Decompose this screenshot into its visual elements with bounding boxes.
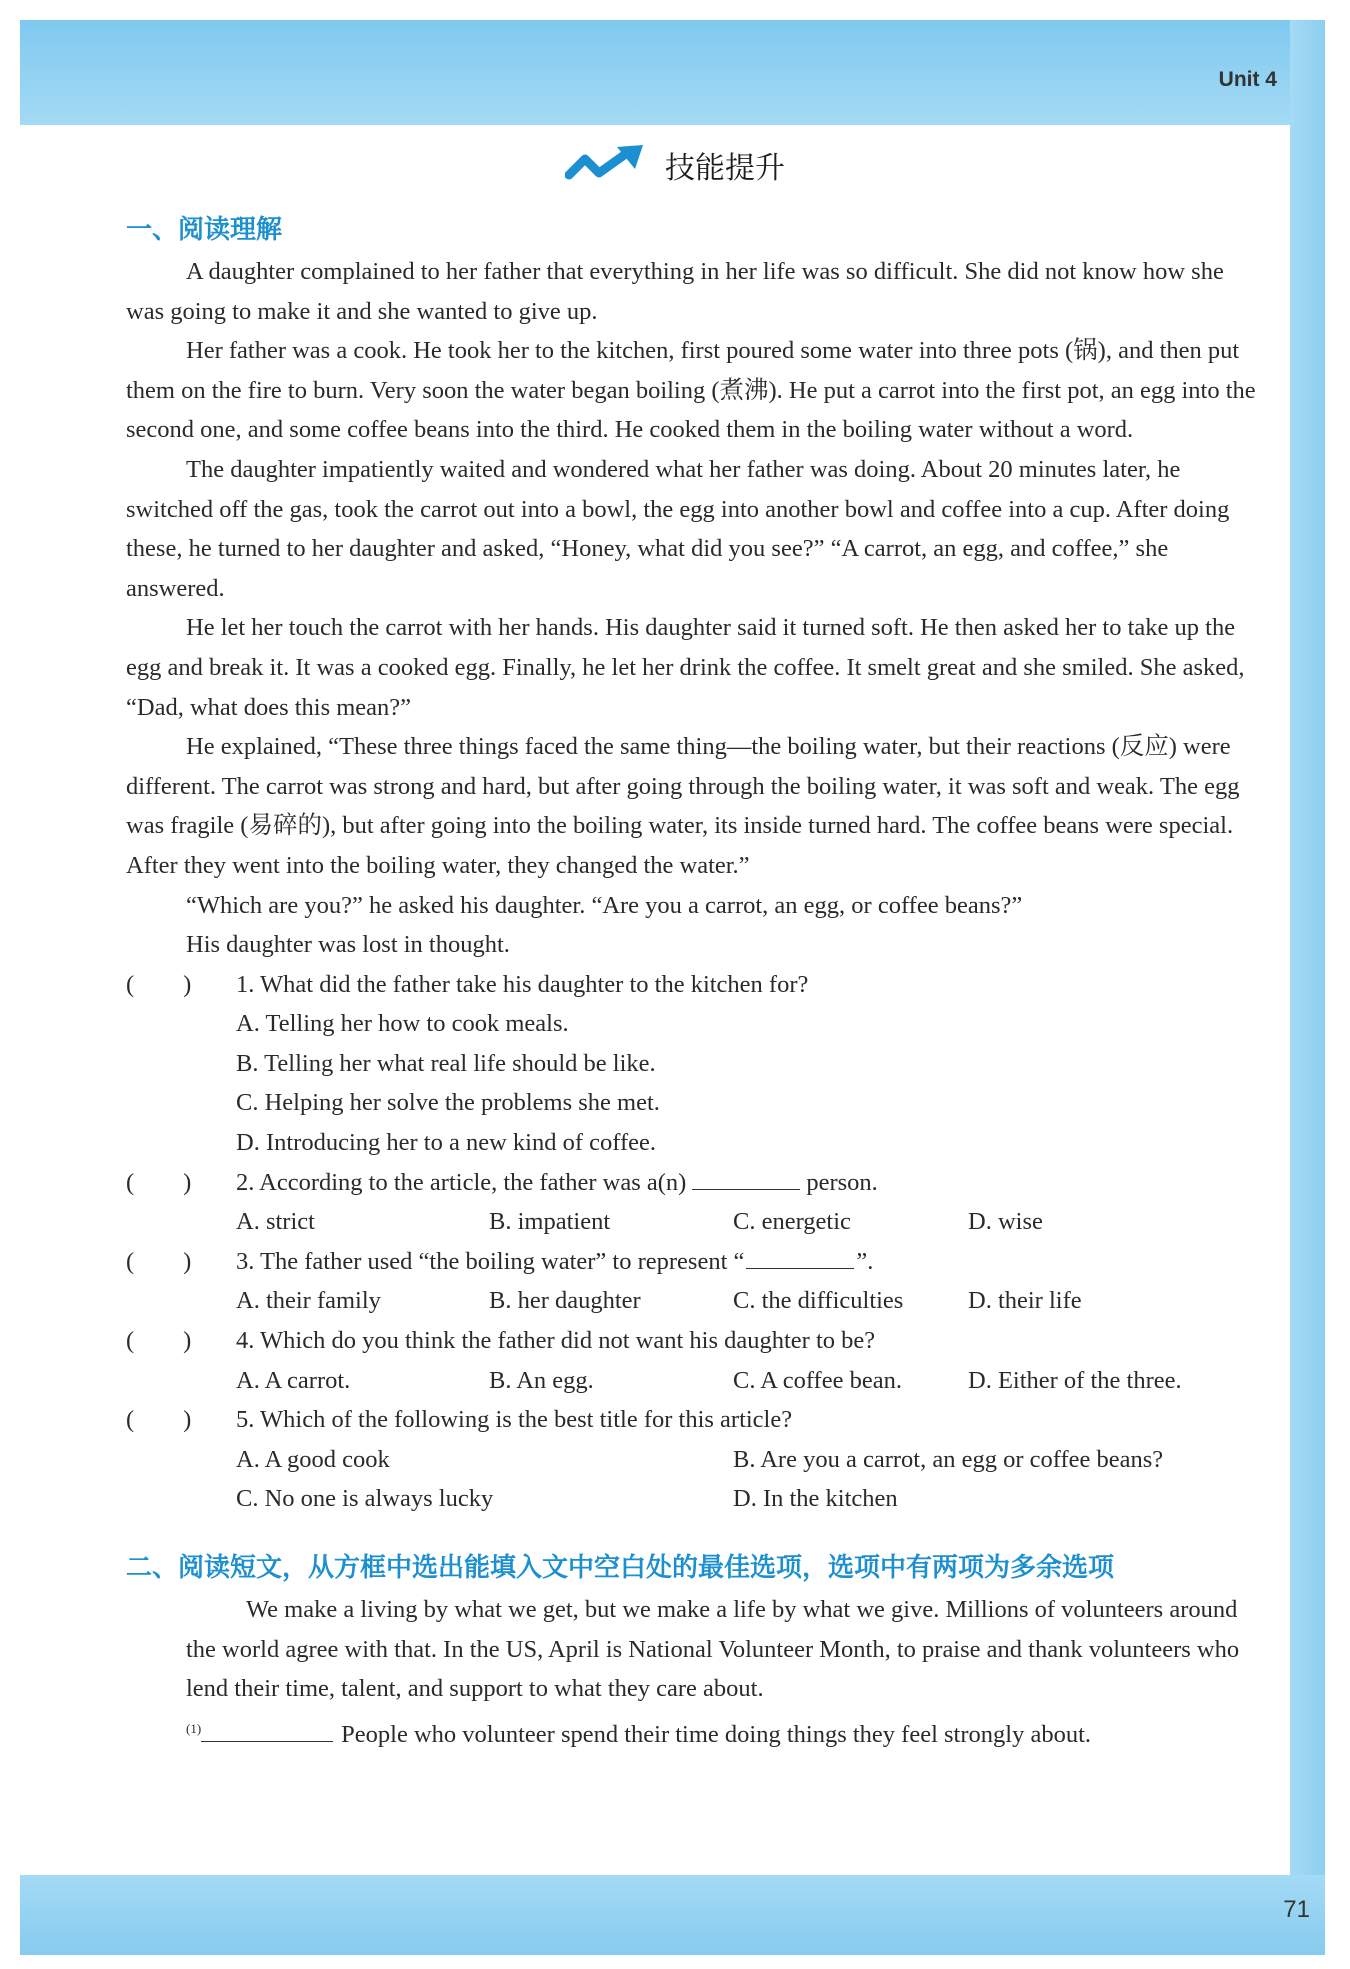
q2-option-c: C. energetic	[733, 1208, 851, 1236]
question-2-stem-end: person.	[806, 1168, 878, 1196]
blank-number: (1)	[186, 1720, 202, 1736]
banner-title: 技能提升	[665, 151, 785, 186]
passage-paragraph: Her father was a cook. He took her to the kitchen, first poured some water into three pots (锅), and then put them on the fire to burn. Very soon the water began boiling (煮沸). He put a carrot into the first pot, an egg into the second one, and some coffee beans into the third. He cooked them in the boiling water without a word.	[126, 337, 1256, 444]
q1-option-b: B. Telling her what real life should be like.	[236, 1049, 656, 1077]
unit-label: Unit 4	[1218, 68, 1277, 91]
q5-option-a: A. A good cook	[236, 1445, 390, 1473]
worksheet-content	[126, 208, 1261, 1755]
q5-option-b: B. Are you a carrot, an egg or coffee beans?	[733, 1445, 1164, 1473]
trend-arrow-icon	[565, 145, 647, 185]
question-3-stem-start: 3. The father used “the boiling water” to represent “	[236, 1247, 745, 1275]
question-2-stem-start: 2. According to the article, the father was a(n)	[236, 1168, 687, 1196]
cloze-line-1	[186, 1709, 1261, 1755]
reading-passage	[126, 252, 1261, 965]
question-4	[126, 1321, 1261, 1361]
cloze-passage	[126, 1590, 1261, 1755]
cloze-blank-1[interactable]	[201, 1717, 333, 1742]
question-5-stem: 5. Which of the following is the best title for this article?	[236, 1406, 793, 1434]
answer-blank[interactable]	[692, 1165, 800, 1190]
passage-paragraph: “Which are you?” he asked his daughter. “Are you a carrot, an egg, or coffee beans?”	[186, 891, 1023, 919]
section1-heading: 一、阅读理解	[126, 215, 283, 245]
q1-option-d: D. Introducing her to a new kind of coffee.	[236, 1129, 656, 1157]
answer-paren-2[interactable]: ( )	[126, 1168, 192, 1196]
passage-paragraph: A daughter complained to her father that everything in her life was so difficult. She did not know how she was going to make it and she wanted to give up.	[126, 258, 1224, 325]
question-1	[126, 965, 1261, 1005]
answer-paren-4[interactable]: ( )	[126, 1327, 192, 1355]
question-4-stem: 4. Which do you think the father did not want his daughter to be?	[236, 1327, 876, 1355]
answer-paren-1[interactable]: ( )	[126, 970, 192, 998]
question-3-stem	[236, 1242, 873, 1282]
q2-option-d: D. wise	[968, 1208, 1043, 1236]
top-color-band	[20, 20, 1325, 125]
question-3	[126, 1242, 1261, 1282]
question-2-stem	[236, 1163, 878, 1203]
q4-options	[126, 1361, 1261, 1401]
q4-option-a: A. A carrot.	[236, 1366, 351, 1394]
bottom-color-band	[20, 1875, 1325, 1955]
q2-option-b: B. impatient	[489, 1208, 611, 1236]
cloze-text: People who volunteer spend their time doing things they feel strongly about.	[341, 1720, 1092, 1748]
answer-paren-5[interactable]: ( )	[126, 1406, 192, 1434]
passage-paragraph: He let her touch the carrot with her hands. His daughter said it turned soft. He then asked her to take up the egg and break it. It was a cooked egg. Finally, he let her drink the coffee. It smelt great and she smiled. She asked, “Dad, what does this mean?”	[126, 614, 1245, 721]
q3-option-d: D. their life	[968, 1287, 1082, 1315]
section2-heading: 二、阅读短文，从方框中选出能填入文中空白处的最佳选项，选项中有两项为多余选项	[126, 1553, 1115, 1583]
question-3-stem-end: ”.	[856, 1247, 874, 1275]
passage-paragraph: His daughter was lost in thought.	[186, 931, 510, 959]
page-number: 71	[1283, 1896, 1310, 1923]
passage-paragraph: He explained, “These three things faced the same thing—the boiling water, but their reactions (反应) were different. The carrot was strong and hard, but after going through the boiling water, it was soft and weak. The egg was fragile (易碎的), but after going into the boiling water, its inside turned hard. The coffee beans were special. After they went into the boiling water, they changed the water.”	[126, 733, 1240, 879]
q4-option-c: C. A coffee bean.	[733, 1366, 902, 1394]
q3-option-a: A. their family	[236, 1287, 381, 1315]
q1-option-a: A. Telling her how to cook meals.	[236, 1010, 569, 1038]
q3-option-c: C. the difficulties	[733, 1287, 904, 1315]
cloze-paragraph: We make a living by what we get, but we make a life by what we give. Millions of volunteers around the world agree with that. In the US, April is National Volunteer Month, to praise and thank volunteers who lend their time, talent, and support to what they care about.	[186, 1596, 1240, 1703]
section-banner	[0, 140, 1350, 190]
q2-option-a: A. strict	[236, 1208, 315, 1236]
question-2	[126, 1163, 1261, 1203]
q3-option-b: B. her daughter	[489, 1287, 641, 1315]
answer-paren-3[interactable]: ( )	[126, 1247, 192, 1275]
q5-option-d: D. In the kitchen	[733, 1485, 898, 1513]
passage-paragraph: The daughter impatiently waited and wondered what her father was doing. About 20 minutes later, he switched off the gas, took the carrot out into a bowl, the egg into another bowl and coffee into a cup. After doing these, he turned to her daughter and asked, “Honey, what did you see?” “A carrot, an egg, and coffee,” she answered.	[126, 455, 1230, 602]
q1-option-c: C. Helping her solve the problems she met.	[236, 1089, 660, 1117]
q2-options	[126, 1202, 1261, 1242]
question-5	[126, 1400, 1261, 1440]
q4-option-d: D. Either of the three.	[968, 1366, 1182, 1394]
q5-option-c: C. No one is always lucky	[236, 1485, 494, 1513]
q3-options	[126, 1281, 1261, 1321]
answer-blank[interactable]	[746, 1244, 854, 1269]
q5-options-row-2	[126, 1479, 1261, 1519]
question-1-stem: 1. What did the father take his daughter to the kitchen for?	[236, 970, 809, 998]
right-color-band	[1290, 20, 1325, 1875]
q5-options-row-1	[126, 1440, 1261, 1480]
q4-option-b: B. An egg.	[489, 1366, 594, 1394]
